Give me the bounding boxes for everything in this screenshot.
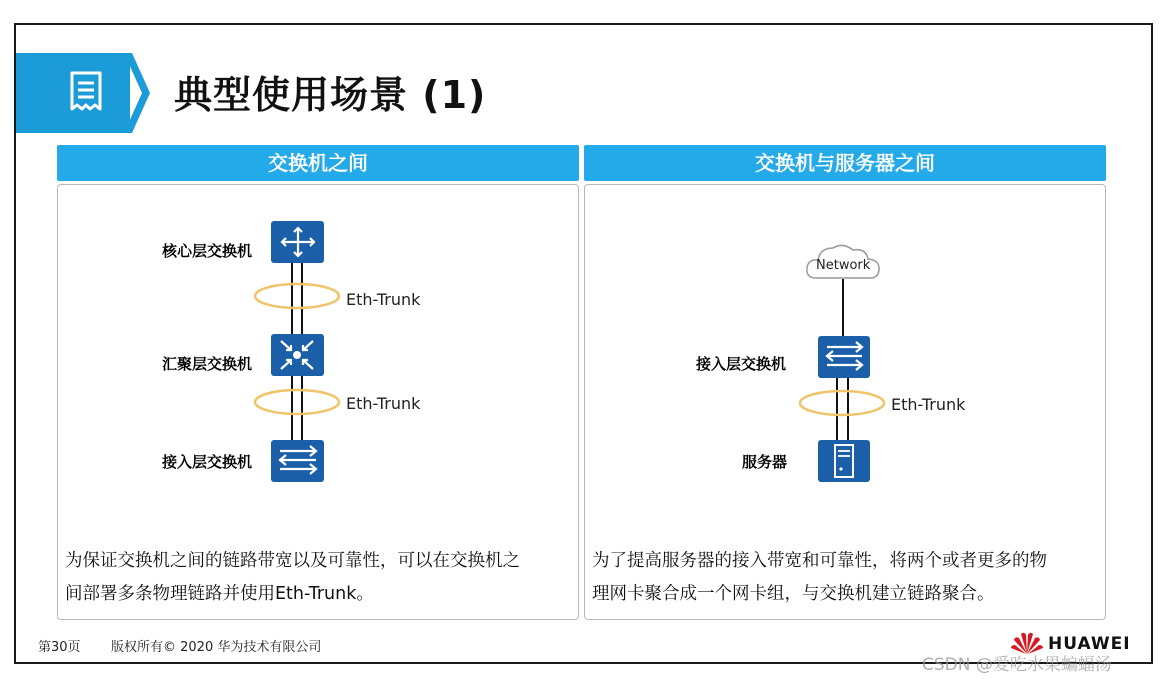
description-left xyxy=(65,545,520,611)
eth-trunk-ring-upper xyxy=(255,284,339,308)
watermark: CSDN @爱吃水果蝙蝠汤 xyxy=(922,655,1112,675)
description-right-line-1: 为了提高服务器的接入带宽和可靠性，将两个或者更多的物 xyxy=(592,551,1047,571)
description-right-line-2: 理网卡聚合成一个网卡组，与交换机建立链路聚合。 xyxy=(592,584,995,604)
server-icon xyxy=(818,440,870,482)
access-switch-icon-right xyxy=(818,336,870,378)
core-switch-label: 核心层交换机 xyxy=(162,242,253,260)
panel-header-switch-to-server: 交换机与服务器之间 xyxy=(584,145,1106,181)
eth-trunk-ring-lower xyxy=(255,390,339,414)
access-switch-label-right: 接入层交换机 xyxy=(696,355,787,373)
right-links xyxy=(837,378,848,440)
network-label: Network xyxy=(816,258,871,273)
description-left-line-2: 间部署多条物理链路并使用Eth-Trunk。 xyxy=(65,584,374,604)
page-title: 典型使用场景 (1) xyxy=(174,73,487,117)
aggregation-switch-label: 汇聚层交换机 xyxy=(162,355,253,373)
core-switch-icon xyxy=(271,221,324,263)
server-label: 服务器 xyxy=(742,453,788,471)
eth-trunk-label-upper: Eth-Trunk xyxy=(346,290,421,309)
access-switch-label-left: 接入层交换机 xyxy=(162,453,253,471)
brand-name: HUAWEI xyxy=(1048,634,1131,654)
footer-copyright: 版权所有© 2020 华为技术有限公司 xyxy=(111,640,322,655)
aggregation-switch-icon xyxy=(271,334,324,376)
access-switch-icon-left xyxy=(271,440,324,482)
description-left-line-1: 为保证交换机之间的链路带宽以及可靠性，可以在交换机之 xyxy=(65,551,520,571)
eth-trunk-label-server: Eth-Trunk xyxy=(891,395,966,414)
panel-header-switch-to-switch: 交换机之间 xyxy=(57,145,579,181)
eth-trunk-ring-server xyxy=(800,391,884,415)
footer-page-number: 第30页 xyxy=(38,640,81,655)
description-right xyxy=(592,545,1047,611)
eth-trunk-label-lower: Eth-Trunk xyxy=(346,394,421,413)
